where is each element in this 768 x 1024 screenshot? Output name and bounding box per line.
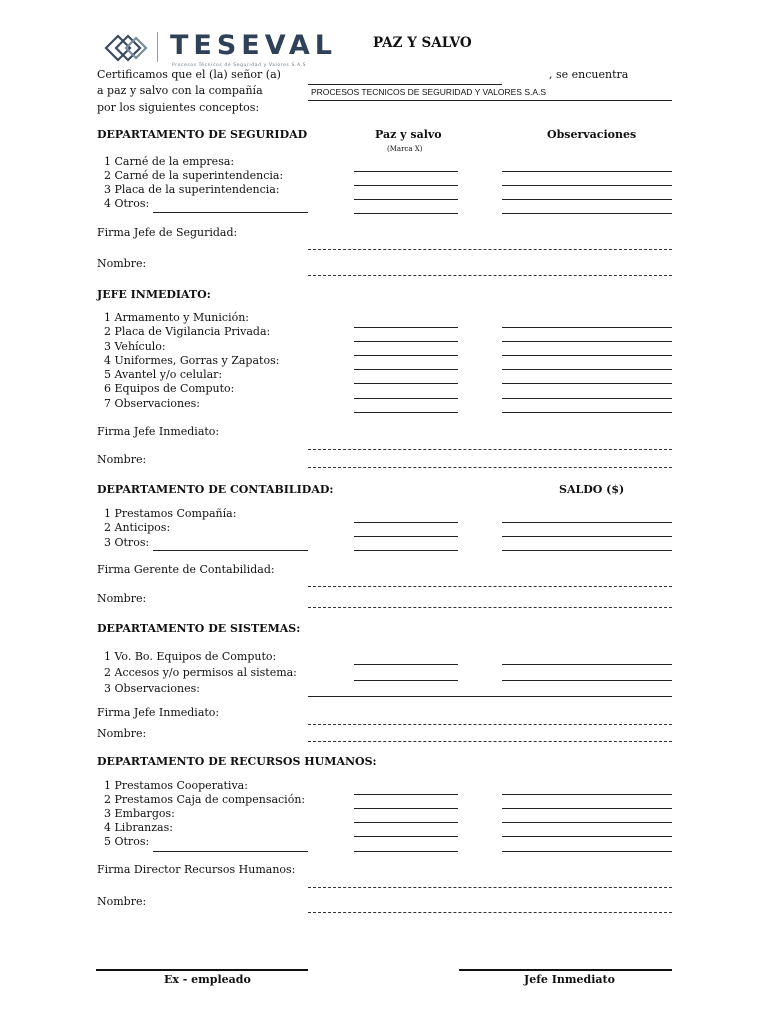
paz-field[interactable] bbox=[354, 680, 458, 681]
paz-field[interactable] bbox=[354, 536, 458, 537]
ex-empleado-signature-line[interactable] bbox=[96, 969, 308, 971]
obs-field[interactable] bbox=[502, 171, 672, 172]
page-title: PAZ Y SALVO bbox=[373, 35, 472, 51]
paz-field[interactable] bbox=[354, 383, 458, 384]
inmediato-firma-field[interactable] bbox=[308, 449, 672, 450]
paz-field[interactable] bbox=[354, 341, 458, 342]
intro-line3: por los siguientes conceptos: bbox=[97, 101, 260, 114]
saldo-field[interactable] bbox=[502, 550, 672, 551]
sistemas-firma-field[interactable] bbox=[308, 724, 672, 725]
sistemas-item: 1 Vo. Bo. Equipos de Computo: bbox=[104, 650, 277, 663]
paz-field[interactable] bbox=[354, 550, 458, 551]
obs-field[interactable] bbox=[502, 836, 672, 837]
rrhh-item: 3 Embargos: bbox=[104, 807, 175, 820]
paz-field[interactable] bbox=[354, 355, 458, 356]
contabilidad-item: 3 Otros: bbox=[104, 536, 150, 549]
inmediato-item: 4 Uniformes, Gorras y Zapatos: bbox=[104, 354, 280, 367]
company-name: PROCESOS TECNICOS DE SEGURIDAD Y VALORES S.A.S bbox=[311, 87, 547, 97]
obs-field[interactable] bbox=[502, 369, 672, 370]
paz-field[interactable] bbox=[354, 522, 458, 523]
rrhh-item: 4 Libranzas: bbox=[104, 821, 173, 834]
col-marca-x: (Marca X) bbox=[387, 145, 423, 153]
obs-field[interactable] bbox=[502, 794, 672, 795]
logo-tagline: Procesos Técnicos de Seguridad y Valores S.A.S bbox=[172, 63, 307, 68]
sistemas-heading: DEPARTAMENTO DE SISTEMAS: bbox=[97, 622, 301, 635]
obs-field[interactable] bbox=[502, 355, 672, 356]
obs-field[interactable] bbox=[502, 808, 672, 809]
obs-field[interactable] bbox=[502, 383, 672, 384]
obs-field[interactable] bbox=[502, 398, 672, 399]
intro-line1: Certificamos que el (la) señor (a) bbox=[97, 68, 281, 81]
obs-field[interactable] bbox=[502, 664, 672, 665]
inmediato-heading: JEFE INMEDIATO: bbox=[97, 288, 211, 301]
contabilidad-firma-field[interactable] bbox=[308, 586, 672, 587]
rrhh-item: 5 Otros: bbox=[104, 835, 150, 848]
seguridad-item: 3 Placa de la superintendencia: bbox=[104, 183, 280, 196]
paz-field[interactable] bbox=[354, 398, 458, 399]
sistemas-observaciones-field[interactable] bbox=[308, 696, 672, 697]
sistemas-item: 2 Accesos y/o permisos al sistema: bbox=[104, 666, 297, 679]
paz-field[interactable] bbox=[354, 836, 458, 837]
saldo-field[interactable] bbox=[502, 536, 672, 537]
col-paz-y-salvo: Paz y salvo bbox=[375, 128, 442, 141]
paz-field[interactable] bbox=[354, 664, 458, 665]
saldo-field[interactable] bbox=[502, 522, 672, 523]
obs-field[interactable] bbox=[502, 680, 672, 681]
company-underline bbox=[308, 100, 672, 101]
otros-field[interactable] bbox=[153, 550, 308, 551]
employee-name-field[interactable] bbox=[308, 84, 502, 85]
obs-field[interactable] bbox=[502, 341, 672, 342]
inmediato-nombre-field[interactable] bbox=[308, 467, 672, 468]
col-observaciones: Observaciones bbox=[547, 128, 637, 141]
otros-field[interactable] bbox=[153, 212, 308, 213]
rrhh-nombre-field[interactable] bbox=[308, 912, 672, 913]
seguridad-item: 1 Carné de la empresa: bbox=[104, 155, 235, 168]
paz-field[interactable] bbox=[354, 213, 458, 214]
paz-field[interactable] bbox=[354, 412, 458, 413]
sistemas-item: 3 Observaciones: bbox=[104, 682, 200, 695]
sistemas-nombre-label: Nombre: bbox=[97, 727, 147, 740]
paz-field[interactable] bbox=[354, 822, 458, 823]
inmediato-item: 2 Placa de Vigilancia Privada: bbox=[104, 325, 271, 338]
paz-field[interactable] bbox=[354, 851, 458, 852]
ex-empleado-label: Ex - empleado bbox=[164, 973, 251, 986]
seguridad-nombre-field[interactable] bbox=[308, 275, 672, 276]
inmediato-nombre-label: Nombre: bbox=[97, 453, 147, 466]
sistemas-nombre-field[interactable] bbox=[308, 741, 672, 742]
seguridad-item: 4 Otros: bbox=[104, 197, 150, 210]
obs-field[interactable] bbox=[502, 213, 672, 214]
inmediato-item: 5 Avantel y/o celular: bbox=[104, 368, 223, 381]
contabilidad-item: 2 Anticipos: bbox=[104, 521, 171, 534]
contabilidad-nombre-field[interactable] bbox=[308, 607, 672, 608]
logo-brand: TESEVAL bbox=[170, 30, 337, 61]
seguridad-firma-label: Firma Jefe de Seguridad: bbox=[97, 226, 238, 239]
obs-field[interactable] bbox=[502, 412, 672, 413]
logo-divider bbox=[157, 32, 158, 62]
rrhh-item: 1 Prestamos Cooperativa: bbox=[104, 779, 248, 792]
rrhh-heading: DEPARTAMENTO DE RECURSOS HUMANOS: bbox=[97, 755, 377, 768]
otros-field[interactable] bbox=[153, 851, 308, 852]
obs-field[interactable] bbox=[502, 822, 672, 823]
rrhh-item: 2 Prestamos Caja de compensación: bbox=[104, 793, 306, 806]
paz-field[interactable] bbox=[354, 369, 458, 370]
paz-field[interactable] bbox=[354, 794, 458, 795]
paz-field[interactable] bbox=[354, 327, 458, 328]
obs-field[interactable] bbox=[502, 199, 672, 200]
seguridad-heading: DEPARTAMENTO DE SEGURIDAD bbox=[97, 128, 308, 141]
obs-field[interactable] bbox=[502, 327, 672, 328]
intro-line1-tail: , se encuentra bbox=[549, 68, 629, 81]
rrhh-firma-label: Firma Director Recursos Humanos: bbox=[97, 863, 296, 876]
contabilidad-nombre-label: Nombre: bbox=[97, 592, 147, 605]
inmediato-item: 3 Vehículo: bbox=[104, 340, 166, 353]
contabilidad-firma-label: Firma Gerente de Contabilidad: bbox=[97, 563, 275, 576]
contabilidad-item: 1 Prestamos Compañía: bbox=[104, 507, 237, 520]
seguridad-firma-field[interactable] bbox=[308, 249, 672, 250]
paz-field[interactable] bbox=[354, 808, 458, 809]
paz-field[interactable] bbox=[354, 185, 458, 186]
inmediato-item: 1 Armamento y Munición: bbox=[104, 311, 250, 324]
intro-line2: a paz y salvo con la compañía bbox=[97, 84, 263, 97]
paz-field[interactable] bbox=[354, 199, 458, 200]
obs-field[interactable] bbox=[502, 851, 672, 852]
paz-field[interactable] bbox=[354, 171, 458, 172]
seguridad-nombre-label: Nombre: bbox=[97, 257, 147, 270]
col-saldo: SALDO ($) bbox=[559, 483, 625, 496]
inmediato-item: 7 Observaciones: bbox=[104, 397, 200, 410]
inmediato-item: 6 Equipos de Computo: bbox=[104, 382, 235, 395]
rrhh-nombre-label: Nombre: bbox=[97, 895, 147, 908]
teseval-logo-icon bbox=[100, 30, 156, 66]
obs-field[interactable] bbox=[502, 185, 672, 186]
jefe-inmediato-label: Jefe Inmediato bbox=[524, 973, 615, 986]
sistemas-firma-label: Firma Jefe Inmediato: bbox=[97, 706, 220, 719]
jefe-inmediato-signature-line[interactable] bbox=[459, 969, 672, 971]
rrhh-firma-field[interactable] bbox=[308, 887, 672, 888]
contabilidad-heading: DEPARTAMENTO DE CONTABILIDAD: bbox=[97, 483, 334, 496]
inmediato-firma-label: Firma Jefe Inmediato: bbox=[97, 425, 220, 438]
seguridad-item: 2 Carné de la superintendencia: bbox=[104, 169, 284, 182]
